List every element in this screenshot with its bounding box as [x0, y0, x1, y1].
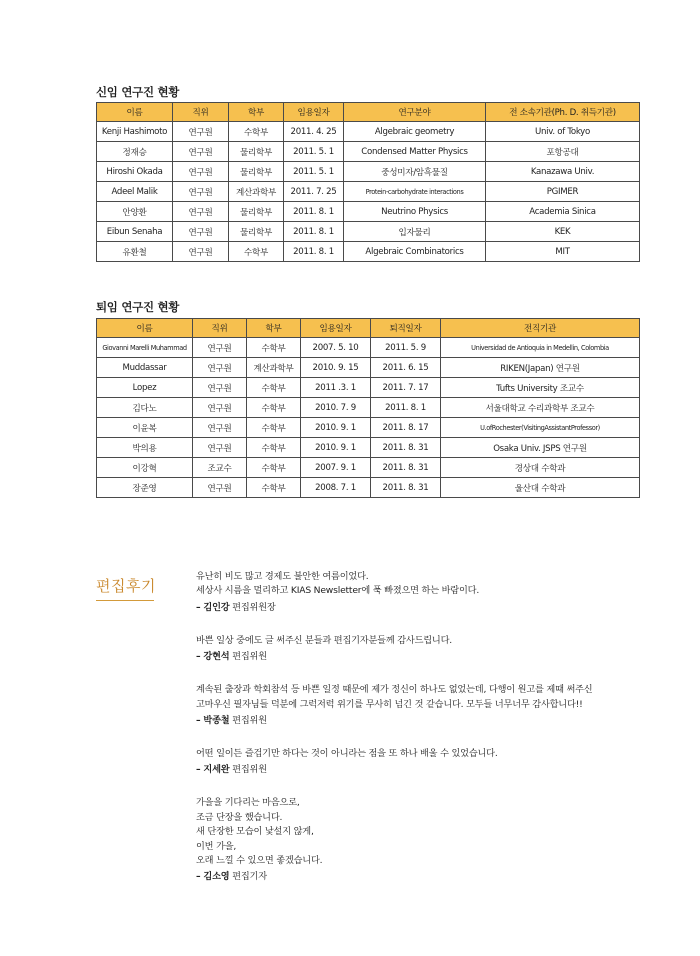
cell-department: 계산과학부	[247, 358, 301, 378]
cell-department: 물리학부	[229, 162, 284, 182]
cell-position: 연구원	[193, 358, 247, 378]
note-text: 계속된 출장과 학회참석 등 바쁜 일정 때문에 제가 정신이 하나도 없었는데, 다행이 원고를 제때 써주신	[196, 684, 593, 696]
cell-department: 수학부	[247, 478, 301, 498]
cell-name: Kenji Hashimoto	[97, 122, 173, 142]
cell-department: 수학부	[247, 378, 301, 398]
cell-appointment-date: 2007. 9. 1	[301, 458, 371, 478]
cell-new-institution: Osaka Univ. JSPS 연구원	[441, 438, 640, 458]
table-row	[97, 438, 640, 458]
cell-position: 연구원	[173, 162, 229, 182]
note-text: 오래 느낄 수 있으면 좋겠습니다.	[196, 855, 323, 867]
header-department: 학부	[229, 103, 284, 122]
note-signature: – 지세완 편집위원	[196, 764, 267, 776]
cell-previous-institution: Univ. of Tokyo	[486, 122, 640, 142]
note-text: 새 단장한 모습이 낯설지 않게,	[196, 826, 314, 838]
cell-position: 연구원	[193, 378, 247, 398]
header-new-institution: 전직기관	[441, 319, 640, 338]
postscript-divider	[96, 600, 154, 601]
header-previous-institution: 전 소속기관(Ph. D. 취득기관)	[486, 103, 640, 122]
cell-appointment-date: 2011. 7. 25	[284, 182, 344, 202]
editor-note	[196, 570, 636, 615]
cell-appointment-date: 2011. 5. 1	[284, 162, 344, 182]
editor-note	[196, 747, 636, 777]
cell-appointment-date: 2011. 8. 1	[284, 222, 344, 242]
cell-research-field: Neutrino Physics	[344, 202, 486, 222]
header-position: 직위	[173, 103, 229, 122]
table-row	[97, 458, 640, 478]
cell-position: 연구원	[193, 338, 247, 358]
editor-note	[196, 634, 636, 664]
postscript-title: 편집후기	[96, 577, 156, 595]
retired-staff-title: 퇴임 연구진 현황	[96, 300, 180, 314]
cell-new-institution: 울산대 수학과	[441, 478, 640, 498]
note-signature: – 박종철 편집위원	[196, 715, 267, 727]
table-row	[97, 338, 640, 358]
signature-name: 김인강	[203, 601, 230, 613]
table-row	[97, 122, 640, 142]
table-row	[97, 242, 640, 262]
signature-role: 편집위원	[232, 715, 267, 727]
header-department: 학부	[247, 319, 301, 338]
cell-appointment-date: 2011. 4. 25	[284, 122, 344, 142]
cell-previous-institution: Kanazawa Univ.	[486, 162, 640, 182]
cell-name: 이강혁	[97, 458, 193, 478]
new-staff-title: 신임 연구진 현황	[96, 85, 180, 99]
cell-research-field: 입자물리	[344, 222, 486, 242]
note-text: 바쁜 일상 중에도 글 써주신 분들과 편집기자분들께 감사드립니다.	[196, 634, 452, 646]
cell-name: Eibun Senaha	[97, 222, 173, 242]
postscript-body	[196, 570, 636, 903]
cell-name: Lopez	[97, 378, 193, 398]
cell-retirement-date: 2011. 8. 31	[371, 458, 441, 478]
cell-new-institution: 경상대 수학과	[441, 458, 640, 478]
note-text: 조금 단장을 했습니다.	[196, 811, 283, 823]
cell-previous-institution: Academia Sinica	[486, 202, 640, 222]
header-appointment-date: 임용일자	[301, 319, 371, 338]
cell-department: 수학부	[247, 458, 301, 478]
signature-role: 편집위원	[232, 651, 267, 663]
cell-department: 수학부	[229, 122, 284, 142]
table-row	[97, 162, 640, 182]
table-row	[97, 378, 640, 398]
editor-note	[196, 683, 636, 728]
cell-retirement-date: 2011. 7. 17	[371, 378, 441, 398]
note-text: 가을을 기다리는 마음으로,	[196, 797, 300, 809]
cell-research-field: Algebraic geometry	[344, 122, 486, 142]
cell-position: 연구원	[173, 242, 229, 262]
cell-position: 조교수	[193, 458, 247, 478]
header-position: 직위	[193, 319, 247, 338]
table-header-row	[97, 103, 640, 122]
retired-staff-table	[96, 318, 640, 498]
signature-role: 편집위원장	[232, 601, 276, 613]
cell-appointment-date: 2008. 7. 1	[301, 478, 371, 498]
cell-previous-institution: 포항공대	[486, 142, 640, 162]
cell-position: 연구원	[173, 122, 229, 142]
cell-research-field: Protein-carbohydrate interactions	[344, 182, 486, 202]
cell-research-field: Algebraic Combinatorics	[344, 242, 486, 262]
cell-position: 연구원	[173, 182, 229, 202]
cell-department: 수학부	[247, 398, 301, 418]
cell-new-institution: U.ofRochester(VisitingAssistantProfessor)	[441, 418, 640, 438]
signature-role: 편집위원	[232, 764, 267, 776]
table-row	[97, 182, 640, 202]
note-text: 이번 가을,	[196, 840, 237, 852]
cell-appointment-date: 2010. 9. 1	[301, 418, 371, 438]
signature-name: 지세완	[203, 764, 230, 776]
editor-note	[196, 796, 636, 884]
cell-previous-institution: MIT	[486, 242, 640, 262]
cell-retirement-date: 2011. 8. 31	[371, 438, 441, 458]
cell-appointment-date: 2011 .3. 1	[301, 378, 371, 398]
cell-position: 연구원	[173, 202, 229, 222]
cell-name: 김다노	[97, 398, 193, 418]
cell-new-institution: Tufts University 조교수	[441, 378, 640, 398]
cell-name: 안양환	[97, 202, 173, 222]
cell-position: 연구원	[173, 142, 229, 162]
cell-department: 물리학부	[229, 222, 284, 242]
cell-appointment-date: 2010. 9. 1	[301, 438, 371, 458]
cell-name: Giovanni Marelli Muhammad	[97, 338, 193, 358]
table-row	[97, 358, 640, 378]
note-text: 유난히 비도 많고 경제도 불안한 여름이었다.	[196, 571, 369, 582]
cell-department: 수학부	[247, 338, 301, 358]
header-research-field: 연구분야	[344, 103, 486, 122]
signature-role: 편집기자	[232, 871, 267, 883]
cell-position: 연구원	[193, 438, 247, 458]
cell-department: 수학부	[247, 418, 301, 438]
note-signature: – 김인강 편집위원장	[196, 601, 276, 613]
table-row	[97, 142, 640, 162]
header-name: 이름	[97, 103, 173, 122]
cell-name: 박의용	[97, 438, 193, 458]
cell-retirement-date: 2011. 8. 31	[371, 478, 441, 498]
cell-department: 수학부	[247, 438, 301, 458]
cell-previous-institution: PGIMER	[486, 182, 640, 202]
note-text: 세상사 시름을 멀리하고 KIAS Newsletter에 푹 빠졌으면 하는 바람이다.	[196, 585, 480, 597]
cell-name: Hiroshi Okada	[97, 162, 173, 182]
cell-retirement-date: 2011. 8. 1	[371, 398, 441, 418]
cell-research-field: Condensed Matter Physics	[344, 142, 486, 162]
table-row	[97, 398, 640, 418]
table-row	[97, 222, 640, 242]
table-row	[97, 478, 640, 498]
cell-position: 연구원	[173, 222, 229, 242]
cell-appointment-date: 2010. 9. 15	[301, 358, 371, 378]
cell-new-institution: RIKEN(Japan) 연구원	[441, 358, 640, 378]
cell-department: 물리학부	[229, 142, 284, 162]
note-signature: – 강현석 편집위원	[196, 651, 267, 663]
table-row	[97, 418, 640, 438]
signature-name: 강현석	[203, 651, 230, 663]
note-text: 어떤 일이든 즐겁기만 하다는 것이 아니라는 점을 또 하나 배울 수 있었습니다.	[196, 748, 498, 760]
note-signature: – 김소영 편집기자	[196, 871, 267, 883]
cell-name: Muddassar	[97, 358, 193, 378]
header-name: 이름	[97, 319, 193, 338]
cell-new-institution: Universidad de Antioquia in Medellin, Colombia	[441, 338, 640, 358]
cell-new-institution: 서울대학교 수리과학부 조교수	[441, 398, 640, 418]
cell-research-field: 중성미자/암흑물질	[344, 162, 486, 182]
cell-department: 물리학부	[229, 202, 284, 222]
cell-position: 연구원	[193, 398, 247, 418]
cell-retirement-date: 2011. 5. 9	[371, 338, 441, 358]
cell-department: 계산과학부	[229, 182, 284, 202]
cell-appointment-date: 2011. 5. 1	[284, 142, 344, 162]
header-appointment-date: 임용일자	[284, 103, 344, 122]
cell-appointment-date: 2011. 8. 1	[284, 242, 344, 262]
cell-position: 연구원	[193, 418, 247, 438]
cell-retirement-date: 2011. 6. 15	[371, 358, 441, 378]
signature-name: 박종철	[203, 715, 230, 727]
cell-name: 유환철	[97, 242, 173, 262]
cell-appointment-date: 2011. 8. 1	[284, 202, 344, 222]
cell-name: 이윤복	[97, 418, 193, 438]
cell-name: Adeel Malik	[97, 182, 173, 202]
table-row	[97, 202, 640, 222]
cell-appointment-date: 2007. 5. 10	[301, 338, 371, 358]
cell-name: 정재승	[97, 142, 173, 162]
new-staff-table	[96, 102, 640, 262]
note-text: 고마우신 필자님들 덕분에 그럭저럭 위기를 무사히 넘긴 것 같습니다. 모두들 너무너무 감사합니다!!	[196, 698, 583, 710]
cell-position: 연구원	[193, 478, 247, 498]
header-retirement-date: 퇴직일자	[371, 319, 441, 338]
cell-previous-institution: KEK	[486, 222, 640, 242]
cell-department: 수학부	[229, 242, 284, 262]
table-header-row	[97, 319, 640, 338]
cell-name: 장준영	[97, 478, 193, 498]
cell-appointment-date: 2010. 7. 9	[301, 398, 371, 418]
signature-name: 김소영	[203, 871, 230, 883]
cell-retirement-date: 2011. 8. 17	[371, 418, 441, 438]
